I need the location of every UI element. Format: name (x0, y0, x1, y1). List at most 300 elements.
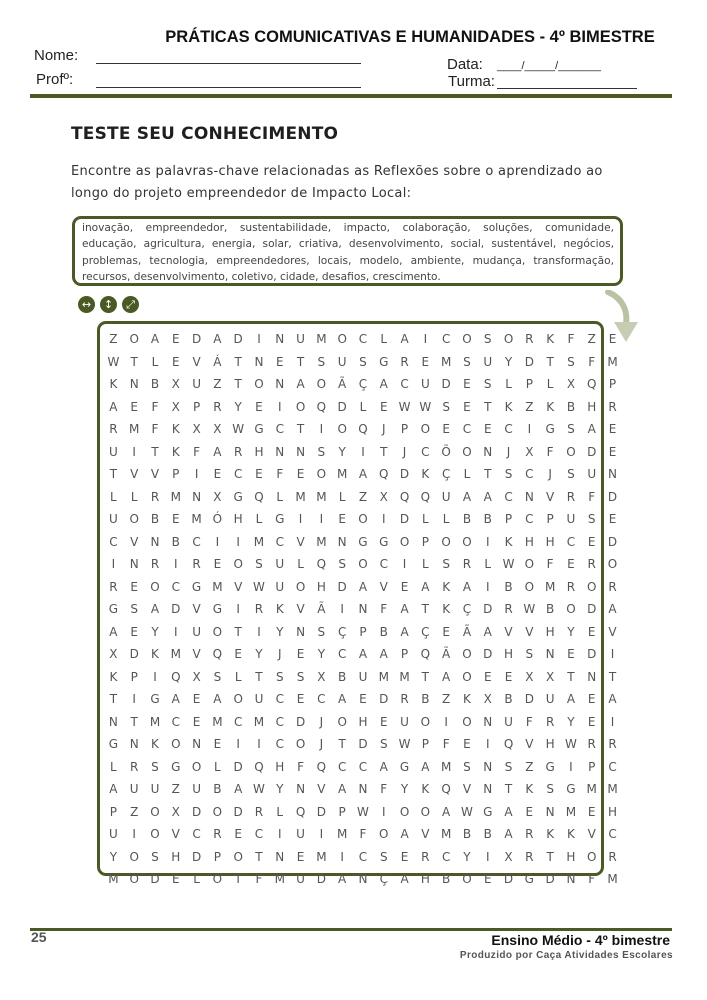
grid-cell[interactable]: N (129, 377, 139, 391)
grid-cell[interactable]: M (316, 489, 327, 504)
grid-cell[interactable]: R (150, 489, 160, 504)
grid-cell[interactable]: C (400, 377, 409, 391)
grid-cell[interactable]: M (149, 714, 161, 729)
grid-cell[interactable]: Ç (441, 467, 451, 481)
grid-cell[interactable]: E (213, 557, 222, 571)
grid-cell[interactable]: S (151, 849, 159, 864)
grid-cell[interactable]: E (379, 399, 388, 414)
grid-cell[interactable]: A (171, 692, 180, 706)
grid-cell[interactable]: M (336, 467, 348, 481)
grid-cell[interactable]: O (587, 849, 597, 864)
grid-cell[interactable]: M (191, 512, 202, 526)
grid-cell[interactable]: N (358, 872, 368, 886)
grid-cell[interactable]: L (255, 512, 263, 526)
grid-cell[interactable]: F (525, 714, 533, 729)
grid-cell[interactable]: E (171, 512, 180, 526)
grid-cell[interactable]: L (442, 512, 450, 526)
grid-cell[interactable]: K (442, 602, 451, 616)
grid-cell[interactable]: A (379, 647, 388, 661)
grid-cell[interactable]: E (442, 624, 450, 639)
grid-cell[interactable]: D (295, 714, 306, 729)
grid-cell[interactable]: E (483, 872, 492, 886)
grid-cell[interactable]: E (234, 827, 242, 841)
grid-cell[interactable]: I (610, 647, 615, 661)
grid-cell[interactable]: E (192, 714, 201, 729)
grid-cell[interactable]: K (421, 467, 430, 481)
grid-cell[interactable]: O (420, 714, 431, 729)
grid-cell[interactable]: D (399, 512, 410, 526)
grid-cell[interactable]: I (402, 557, 407, 571)
grid-cell[interactable]: I (153, 669, 157, 684)
grid-cell[interactable]: Ç (421, 624, 430, 639)
grid-cell[interactable]: X (525, 444, 534, 459)
grid-cell[interactable]: C (379, 557, 388, 571)
grid-cell[interactable]: B (462, 827, 472, 841)
grid-cell[interactable]: M (607, 782, 618, 796)
grid-cell[interactable]: E (213, 737, 222, 751)
grid-cell[interactable]: M (316, 332, 327, 346)
grid-cell[interactable]: I (340, 602, 344, 616)
grid-cell[interactable]: O (399, 804, 410, 819)
grid-cell[interactable]: S (567, 354, 575, 369)
grid-cell[interactable]: O (129, 332, 139, 346)
grid-cell[interactable]: L (422, 512, 429, 526)
grid-cell[interactable]: X (213, 489, 222, 504)
grid-cell[interactable]: Ã (462, 624, 472, 639)
grid-cell[interactable]: I (111, 557, 116, 571)
grid-cell[interactable]: V (462, 782, 472, 796)
grid-cell[interactable]: P (172, 467, 180, 481)
grid-cell[interactable]: K (463, 692, 471, 706)
grid-cell[interactable]: S (442, 557, 450, 571)
grid-cell[interactable]: R (130, 759, 139, 774)
grid-cell[interactable]: R (608, 399, 617, 414)
grid-cell[interactable]: K (171, 444, 180, 459)
grid-cell[interactable]: O (150, 579, 160, 594)
grid-cell[interactable]: F (193, 444, 201, 459)
grid-cell[interactable]: L (276, 489, 284, 504)
grid-cell[interactable]: P (359, 624, 367, 639)
nome-field[interactable] (96, 63, 361, 64)
grid-cell[interactable]: T (338, 737, 346, 751)
grid-cell[interactable]: E (275, 354, 284, 369)
grid-cell[interactable]: N (296, 782, 306, 796)
grid-cell[interactable]: U (587, 467, 597, 481)
grid-cell[interactable]: E (463, 399, 471, 414)
grid-cell[interactable]: D (233, 332, 243, 346)
grid-cell[interactable]: T (151, 444, 159, 459)
grid-cell[interactable]: O (129, 872, 139, 886)
grid-cell[interactable]: I (381, 512, 386, 526)
grid-cell[interactable]: W (398, 737, 411, 751)
grid-cell[interactable]: Q (254, 759, 264, 774)
grid-cell[interactable]: H (254, 444, 264, 459)
grid-cell[interactable]: N (545, 647, 555, 661)
grid-cell[interactable]: E (130, 399, 138, 414)
grid-cell[interactable]: B (483, 827, 492, 841)
grid-cell[interactable]: E (608, 512, 617, 526)
grid-cell[interactable]: U (296, 827, 305, 841)
grid-cell[interactable]: Z (587, 332, 596, 346)
grid-cell[interactable]: Z (171, 782, 180, 796)
grid-cell[interactable]: W (107, 354, 120, 369)
grid-cell[interactable]: D (337, 579, 347, 594)
grid-cell[interactable]: N (566, 872, 576, 886)
grid-cell[interactable]: A (338, 872, 347, 886)
grid-cell[interactable]: O (295, 737, 306, 751)
grid-cell[interactable]: B (338, 669, 347, 684)
grid-cell[interactable]: R (254, 804, 264, 819)
grid-cell[interactable]: C (317, 692, 326, 706)
grid-cell[interactable]: B (421, 692, 430, 706)
grid-cell[interactable]: G (379, 354, 389, 369)
grid-cell[interactable]: C (566, 534, 576, 549)
grid-cell[interactable]: F (297, 759, 305, 774)
grid-cell[interactable]: A (379, 759, 388, 774)
grid-cell[interactable]: D (607, 534, 618, 549)
grid-cell[interactable]: U (150, 782, 160, 796)
grid-cell[interactable]: Q (295, 804, 306, 819)
grid-cell[interactable]: L (110, 759, 117, 774)
grid-cell[interactable]: W (253, 579, 265, 594)
grid-cell[interactable]: R (234, 444, 243, 459)
grid-cell[interactable]: Y (463, 849, 471, 864)
grid-cell[interactable]: L (193, 872, 200, 886)
grid-cell[interactable]: E (192, 692, 201, 706)
grid-cell[interactable]: Q (358, 422, 368, 436)
grid-cell[interactable]: R (400, 692, 409, 706)
grid-cell[interactable]: U (192, 782, 201, 796)
grid-cell[interactable]: W (564, 737, 577, 751)
grid-cell[interactable]: Y (234, 399, 242, 414)
grid-cell[interactable]: A (296, 377, 305, 391)
grid-cell[interactable]: C (337, 759, 347, 774)
grid-cell[interactable]: I (236, 737, 240, 751)
grid-cell[interactable]: O (524, 557, 535, 571)
grid-cell[interactable]: U (275, 557, 285, 571)
grid-cell[interactable]: D (129, 647, 139, 661)
grid-cell[interactable]: Y (109, 849, 118, 864)
grid-cell[interactable]: N (337, 534, 347, 549)
grid-cell[interactable]: P (525, 377, 533, 391)
grid-cell[interactable]: S (255, 557, 263, 571)
grid-cell[interactable]: N (275, 377, 285, 391)
grid-cell[interactable]: C (109, 534, 118, 549)
grid-cell[interactable]: D (316, 872, 326, 886)
grid-cell[interactable]: D (379, 692, 389, 706)
grid-cell[interactable]: D (358, 737, 368, 751)
grid-cell[interactable]: R (608, 849, 617, 864)
grid-cell[interactable]: E (483, 422, 492, 436)
grid-cell[interactable]: Q (316, 399, 327, 414)
grid-cell[interactable]: I (174, 557, 178, 571)
grid-cell[interactable]: B (546, 602, 555, 616)
grid-cell[interactable]: X (171, 804, 180, 819)
grid-cell[interactable]: I (361, 444, 365, 459)
grid-cell[interactable]: K (546, 332, 555, 346)
grid-cell[interactable]: J (278, 647, 282, 661)
grid-cell[interactable]: O (503, 332, 514, 346)
grid-cell[interactable]: A (608, 602, 617, 616)
grid-cell[interactable]: S (546, 782, 554, 796)
grid-cell[interactable]: O (337, 714, 347, 729)
grid-cell[interactable]: X (192, 669, 201, 684)
grid-cell[interactable]: M (170, 647, 181, 661)
grid-cell[interactable]: I (319, 422, 324, 436)
grid-cell[interactable]: R (525, 827, 534, 841)
grid-cell[interactable]: P (421, 737, 429, 751)
grid-cell[interactable]: T (109, 692, 118, 706)
grid-cell[interactable]: A (400, 602, 409, 616)
grid-cell[interactable]: S (317, 444, 326, 459)
grid-cell[interactable]: O (233, 692, 243, 706)
grid-cell[interactable]: S (317, 624, 326, 639)
grid-cell[interactable]: N (358, 782, 368, 796)
grid-cell[interactable]: G (379, 534, 389, 549)
grid-cell[interactable]: E (587, 624, 596, 639)
grid-cell[interactable]: N (296, 444, 306, 459)
grid-cell[interactable]: C (337, 647, 347, 661)
grid-cell[interactable]: B (442, 872, 451, 886)
grid-cell[interactable]: Q (503, 737, 514, 751)
grid-cell[interactable]: L (422, 557, 429, 571)
grid-cell[interactable]: B (566, 399, 576, 414)
grid-cell[interactable]: Ç (462, 602, 472, 616)
grid-cell[interactable]: G (108, 737, 119, 751)
grid-cell[interactable]: R (566, 579, 576, 594)
grid-cell[interactable]: V (525, 737, 534, 751)
grid-cell[interactable]: E (567, 647, 575, 661)
grid-cell[interactable]: N (483, 782, 493, 796)
grid-cell[interactable]: I (194, 467, 199, 481)
grid-cell[interactable]: U (483, 354, 493, 369)
grid-cell[interactable]: P (400, 647, 409, 661)
grid-cell[interactable]: E (213, 467, 222, 481)
grid-cell[interactable]: V (130, 467, 139, 481)
grid-cell[interactable]: U (400, 714, 409, 729)
grid-cell[interactable]: E (400, 849, 409, 864)
grid-cell[interactable]: X (317, 669, 326, 684)
grid-cell[interactable]: N (129, 557, 139, 571)
grid-cell[interactable]: E (359, 692, 367, 706)
grid-cell[interactable]: N (296, 624, 306, 639)
grid-cell[interactable]: T (234, 872, 242, 886)
grid-cell[interactable]: U (192, 624, 201, 639)
grid-cell[interactable]: G (275, 512, 285, 526)
grid-cell[interactable]: C (233, 467, 243, 481)
grid-cell[interactable]: A (358, 579, 368, 594)
grid-cell[interactable]: F (380, 602, 388, 616)
grid-cell[interactable]: N (358, 602, 368, 616)
grid-cell[interactable]: X (504, 849, 513, 864)
grid-cell[interactable]: S (213, 669, 222, 684)
grid-cell[interactable]: I (527, 422, 532, 436)
grid-cell[interactable]: Y (338, 444, 346, 459)
grid-cell[interactable]: T (484, 399, 492, 414)
grid-cell[interactable]: T (567, 669, 575, 684)
grid-cell[interactable]: D (483, 647, 493, 661)
grid-cell[interactable]: U (109, 827, 118, 841)
grid-cell[interactable]: M (607, 354, 618, 369)
grid-cell[interactable]: F (442, 737, 450, 751)
grid-cell[interactable]: B (504, 692, 513, 706)
grid-cell[interactable]: M (253, 714, 265, 729)
grid-cell[interactable]: S (130, 602, 138, 616)
grid-cell[interactable]: O (254, 377, 264, 391)
grid-cell[interactable]: U (129, 782, 139, 796)
grid-cell[interactable]: M (212, 714, 223, 729)
grid-cell[interactable]: E (255, 467, 263, 481)
grid-cell[interactable]: B (213, 782, 222, 796)
grid-cell[interactable]: C (504, 422, 513, 436)
grid-cell[interactable]: E (587, 692, 596, 706)
grid-cell[interactable]: H (275, 759, 285, 774)
grid-cell[interactable]: D (171, 602, 181, 616)
grid-cell[interactable]: K (275, 602, 284, 616)
grid-cell[interactable]: V (296, 534, 305, 549)
grid-cell[interactable]: O (420, 422, 431, 436)
grid-cell[interactable]: H (420, 872, 430, 886)
grid-cell[interactable]: T (234, 354, 242, 369)
grid-cell[interactable]: I (485, 534, 490, 549)
grid-cell[interactable]: N (608, 467, 618, 481)
grid-cell[interactable]: M (129, 422, 140, 436)
grid-cell[interactable]: A (504, 804, 513, 819)
grid-cell[interactable]: F (359, 827, 367, 841)
grid-cell[interactable]: T (546, 849, 554, 864)
grid-cell[interactable]: K (525, 782, 534, 796)
grid-cell[interactable]: N (192, 737, 202, 751)
grid-cell[interactable]: H (316, 579, 326, 594)
grid-cell[interactable]: T (484, 467, 492, 481)
grid-cell[interactable]: A (358, 467, 368, 481)
grid-cell[interactable]: V (296, 602, 305, 616)
prof-field[interactable] (96, 87, 361, 88)
grid-cell[interactable]: M (586, 782, 597, 796)
grid-cell[interactable]: U (504, 714, 513, 729)
grid-cell[interactable]: S (151, 759, 159, 774)
grid-cell[interactable]: C (192, 534, 201, 549)
grid-cell[interactable]: R (608, 737, 617, 751)
grid-cell[interactable]: L (130, 489, 138, 504)
grid-cell[interactable]: I (485, 579, 490, 594)
grid-cell[interactable]: I (257, 332, 261, 346)
grid-cell[interactable]: O (171, 737, 181, 751)
grid-cell[interactable]: Z (358, 489, 368, 504)
grid-cell[interactable]: E (504, 669, 513, 684)
grid-cell[interactable]: K (151, 737, 159, 751)
grid-cell[interactable]: N (275, 849, 285, 864)
grid-cell[interactable]: A (483, 624, 492, 639)
grid-cell[interactable]: W (419, 399, 432, 414)
grid-cell[interactable]: O (358, 557, 368, 571)
grid-cell[interactable]: U (545, 692, 555, 706)
grid-cell[interactable]: E (608, 422, 617, 436)
grid-cell[interactable]: T (421, 602, 430, 616)
grid-cell[interactable]: H (233, 512, 243, 526)
grid-cell[interactable]: L (276, 804, 284, 819)
grid-cell[interactable]: S (504, 759, 513, 774)
grid-cell[interactable]: U (441, 489, 451, 504)
grid-cell[interactable]: R (150, 557, 160, 571)
grid-cell[interactable]: Q (379, 467, 389, 481)
grid-cell[interactable]: D (316, 804, 326, 819)
grid-cell[interactable]: D (587, 647, 597, 661)
grid-cell[interactable]: A (213, 692, 222, 706)
grid-cell[interactable]: X (171, 377, 180, 391)
grid-cell[interactable]: T (234, 624, 242, 639)
grid-cell[interactable]: W (461, 804, 473, 819)
grid-cell[interactable]: H (587, 399, 597, 414)
grid-cell[interactable]: M (295, 489, 306, 504)
grid-cell[interactable]: U (358, 669, 368, 684)
grid-cell[interactable]: Q (212, 647, 223, 661)
grid-cell[interactable]: Q (399, 489, 410, 504)
grid-cell[interactable]: U (109, 512, 118, 526)
grid-cell[interactable]: U (192, 377, 201, 391)
grid-cell[interactable]: O (566, 602, 576, 616)
grid-cell[interactable]: X (566, 377, 576, 391)
grid-cell[interactable]: I (610, 714, 615, 729)
grid-cell[interactable]: D (545, 872, 555, 886)
grid-cell[interactable]: E (463, 737, 471, 751)
grid-cell[interactable]: F (567, 332, 575, 346)
grid-cell[interactable]: I (340, 849, 344, 864)
grid-cell[interactable]: H (545, 624, 555, 639)
grid-cell[interactable]: A (338, 692, 347, 706)
grid-cell[interactable]: E (379, 714, 388, 729)
grid-cell[interactable]: Q (316, 557, 327, 571)
grid-cell[interactable]: V (317, 782, 326, 796)
grid-cell[interactable]: U (254, 692, 264, 706)
grid-cell[interactable]: A (400, 332, 409, 346)
grid-cell[interactable]: E (171, 332, 180, 346)
grid-cell[interactable]: D (150, 872, 160, 886)
grid-cell[interactable]: F (380, 782, 388, 796)
grid-cell[interactable]: D (524, 354, 534, 369)
grid-cell[interactable]: G (212, 602, 223, 616)
grid-cell[interactable]: B (150, 512, 160, 526)
grid-cell[interactable]: P (109, 804, 118, 819)
grid-cell[interactable]: A (421, 759, 430, 774)
grid-cell[interactable]: S (359, 354, 367, 369)
grid-cell[interactable]: E (130, 624, 138, 639)
grid-cell[interactable]: L (359, 399, 367, 414)
grid-cell[interactable]: E (296, 692, 305, 706)
grid-cell[interactable]: E (296, 849, 305, 864)
grid-cell[interactable]: V (234, 579, 243, 594)
grid-cell[interactable]: M (440, 354, 452, 369)
grid-cell[interactable]: O (358, 512, 368, 526)
grid-cell[interactable]: A (234, 782, 243, 796)
grid-cell[interactable]: S (463, 354, 471, 369)
grid-cell[interactable]: O (462, 872, 472, 886)
grid-cell[interactable]: D (191, 332, 202, 346)
grid-cell[interactable]: I (319, 827, 324, 841)
grid-cell[interactable]: O (337, 332, 347, 346)
grid-cell[interactable]: L (380, 332, 388, 346)
grid-cell[interactable]: A (150, 602, 160, 616)
grid-cell[interactable]: A (109, 624, 118, 639)
grid-cell[interactable]: C (504, 489, 513, 504)
grid-cell[interactable]: S (483, 332, 492, 346)
grid-cell[interactable]: M (170, 489, 181, 504)
grid-cell[interactable]: I (278, 827, 282, 841)
grid-cell[interactable]: Z (525, 399, 534, 414)
grid-cell[interactable]: F (546, 557, 554, 571)
grid-cell[interactable]: O (462, 647, 472, 661)
grid-cell[interactable]: L (297, 557, 304, 571)
